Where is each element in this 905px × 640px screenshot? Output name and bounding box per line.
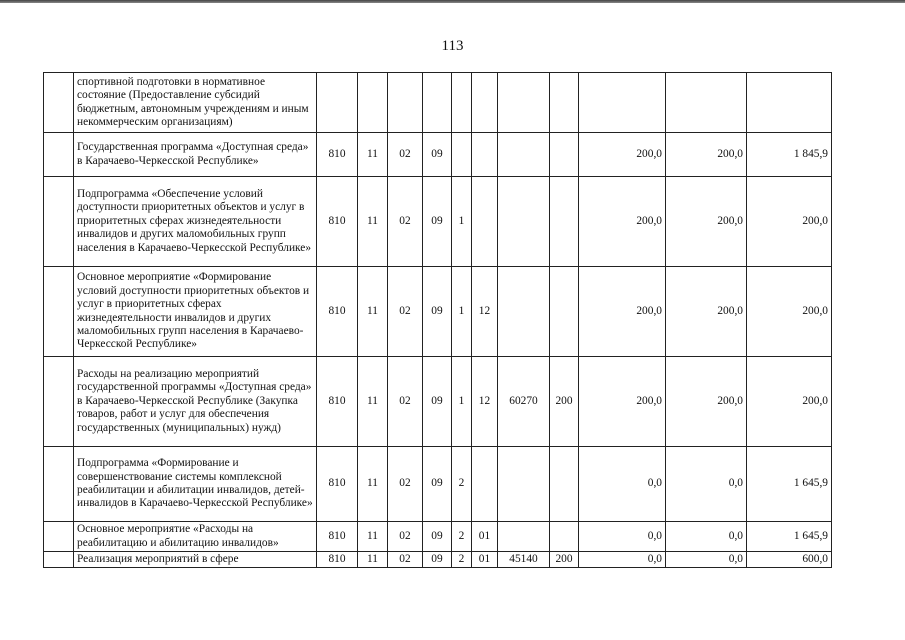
row-index-cell [44, 447, 74, 522]
subsection-code: 02 [388, 133, 423, 177]
row-name: Подпрограмма «Формирование и совершенствование системы комплексной реабилитации и абилитации инвалидов, детей-инвалидов в Карачаево-Черкесской Республике» [74, 447, 317, 522]
budget-table [43, 72, 832, 568]
program-code: 09 [423, 177, 452, 267]
table-row [44, 522, 832, 552]
expense-type-code [550, 447, 579, 522]
expense-type-code [550, 177, 579, 267]
row-index-cell [44, 357, 74, 447]
program-code: 09 [423, 267, 452, 357]
subsection-code: 02 [388, 357, 423, 447]
subprogram-code: 2 [452, 447, 472, 522]
amount-year-1 [579, 73, 666, 133]
row-name: Расходы на реализацию мероприятий государственной программы «Доступная среда» в Карачаево-Черкесской Республике (Закупка товаров, работ и услуг для обеспечения государственных (муниципальных) нужд) [74, 357, 317, 447]
table-row [44, 267, 832, 357]
amount-year-1: 0,0 [579, 552, 666, 568]
amount-year-1: 0,0 [579, 447, 666, 522]
expense-type-code [550, 133, 579, 177]
amount-year-2: 0,0 [666, 552, 747, 568]
row-index-cell [44, 267, 74, 357]
ministry-code [317, 73, 358, 133]
subprogram-code: 1 [452, 177, 472, 267]
amount-year-2 [666, 73, 747, 133]
amount-year-3: 200,0 [747, 177, 832, 267]
subsection-code: 02 [388, 267, 423, 357]
row-index-cell [44, 552, 74, 568]
direction-code [498, 73, 550, 133]
amount-year-3 [747, 73, 832, 133]
amount-year-2: 0,0 [666, 447, 747, 522]
table-row [44, 357, 832, 447]
section-code: 11 [358, 552, 388, 568]
section-code: 11 [358, 522, 388, 552]
amount-year-3: 200,0 [747, 267, 832, 357]
activity-code: 01 [472, 522, 498, 552]
amount-year-2: 200,0 [666, 267, 747, 357]
row-index-cell [44, 522, 74, 552]
row-name: Реализация мероприятий в сфере [74, 552, 317, 568]
program-code [423, 73, 452, 133]
ministry-code: 810 [317, 357, 358, 447]
subsection-code: 02 [388, 522, 423, 552]
table-row [44, 133, 832, 177]
amount-year-1: 0,0 [579, 522, 666, 552]
row-index-cell [44, 73, 74, 133]
subprogram-code [452, 133, 472, 177]
expense-type-code [550, 522, 579, 552]
section-code [358, 73, 388, 133]
subprogram-code: 1 [452, 267, 472, 357]
direction-code: 45140 [498, 552, 550, 568]
expense-type-code: 200 [550, 552, 579, 568]
program-code: 09 [423, 133, 452, 177]
direction-code [498, 522, 550, 552]
direction-code: 60270 [498, 357, 550, 447]
amount-year-3: 600,0 [747, 552, 832, 568]
amount-year-1: 200,0 [579, 177, 666, 267]
section-code: 11 [358, 177, 388, 267]
amount-year-2: 0,0 [666, 522, 747, 552]
subsection-code: 02 [388, 552, 423, 568]
amount-year-3: 1 845,9 [747, 133, 832, 177]
section-code: 11 [358, 267, 388, 357]
amount-year-1: 200,0 [579, 133, 666, 177]
row-name: спортивной подготовки в нормативное состояние (Предоставление субсидий бюджетным, автономным учреждениям и иным некоммерческим организациям) [74, 73, 317, 133]
amount-year-1: 200,0 [579, 357, 666, 447]
page-number: 113 [441, 38, 464, 54]
section-code: 11 [358, 133, 388, 177]
subprogram-code: 2 [452, 552, 472, 568]
table-row [44, 447, 832, 522]
direction-code [498, 267, 550, 357]
amount-year-2: 200,0 [666, 177, 747, 267]
amount-year-1: 200,0 [579, 267, 666, 357]
program-code: 09 [423, 357, 452, 447]
activity-code [472, 447, 498, 522]
direction-code [498, 177, 550, 267]
direction-code [498, 133, 550, 177]
subprogram-code: 2 [452, 522, 472, 552]
table-row [44, 552, 832, 568]
row-name: Основное мероприятие «Расходы на реабилитацию и абилитацию инвалидов» [74, 522, 317, 552]
expense-type-code: 200 [550, 357, 579, 447]
section-code: 11 [358, 357, 388, 447]
subprogram-code [452, 73, 472, 133]
subprogram-code: 1 [452, 357, 472, 447]
activity-code: 12 [472, 357, 498, 447]
amount-year-3: 200,0 [747, 357, 832, 447]
section-code: 11 [358, 447, 388, 522]
page-top-border [0, 0, 905, 3]
activity-code [472, 177, 498, 267]
activity-code: 01 [472, 552, 498, 568]
activity-code [472, 73, 498, 133]
table-row [44, 73, 832, 133]
amount-year-3: 1 645,9 [747, 447, 832, 522]
ministry-code: 810 [317, 522, 358, 552]
ministry-code: 810 [317, 552, 358, 568]
row-index-cell [44, 133, 74, 177]
direction-code [498, 447, 550, 522]
subsection-code [388, 73, 423, 133]
ministry-code: 810 [317, 447, 358, 522]
row-name: Подпрограмма «Обеспечение условий доступности приоритетных объектов и услуг в приоритетных сферах жизнедеятельности инвалидов и других маломобильных групп населения в Карачаево-Черкесской Республике» [74, 177, 317, 267]
amount-year-3: 1 645,9 [747, 522, 832, 552]
amount-year-2: 200,0 [666, 133, 747, 177]
ministry-code: 810 [317, 177, 358, 267]
ministry-code: 810 [317, 133, 358, 177]
row-name: Основное мероприятие «Формирование условий доступности приоритетных объектов и услуг в приоритетных сферах жизнедеятельности инвалидов и других маломобильных групп населения в Карачаево-Черкесской Республике» [74, 267, 317, 357]
row-name: Государственная программа «Доступная среда» в Карачаево-Черкесской Республике» [74, 133, 317, 177]
subsection-code: 02 [388, 177, 423, 267]
expense-type-code [550, 267, 579, 357]
amount-year-2: 200,0 [666, 357, 747, 447]
table-row [44, 177, 832, 267]
row-index-cell [44, 177, 74, 267]
program-code: 09 [423, 522, 452, 552]
program-code: 09 [423, 447, 452, 522]
expense-type-code [550, 73, 579, 133]
subsection-code: 02 [388, 447, 423, 522]
activity-code [472, 133, 498, 177]
program-code: 09 [423, 552, 452, 568]
ministry-code: 810 [317, 267, 358, 357]
activity-code: 12 [472, 267, 498, 357]
